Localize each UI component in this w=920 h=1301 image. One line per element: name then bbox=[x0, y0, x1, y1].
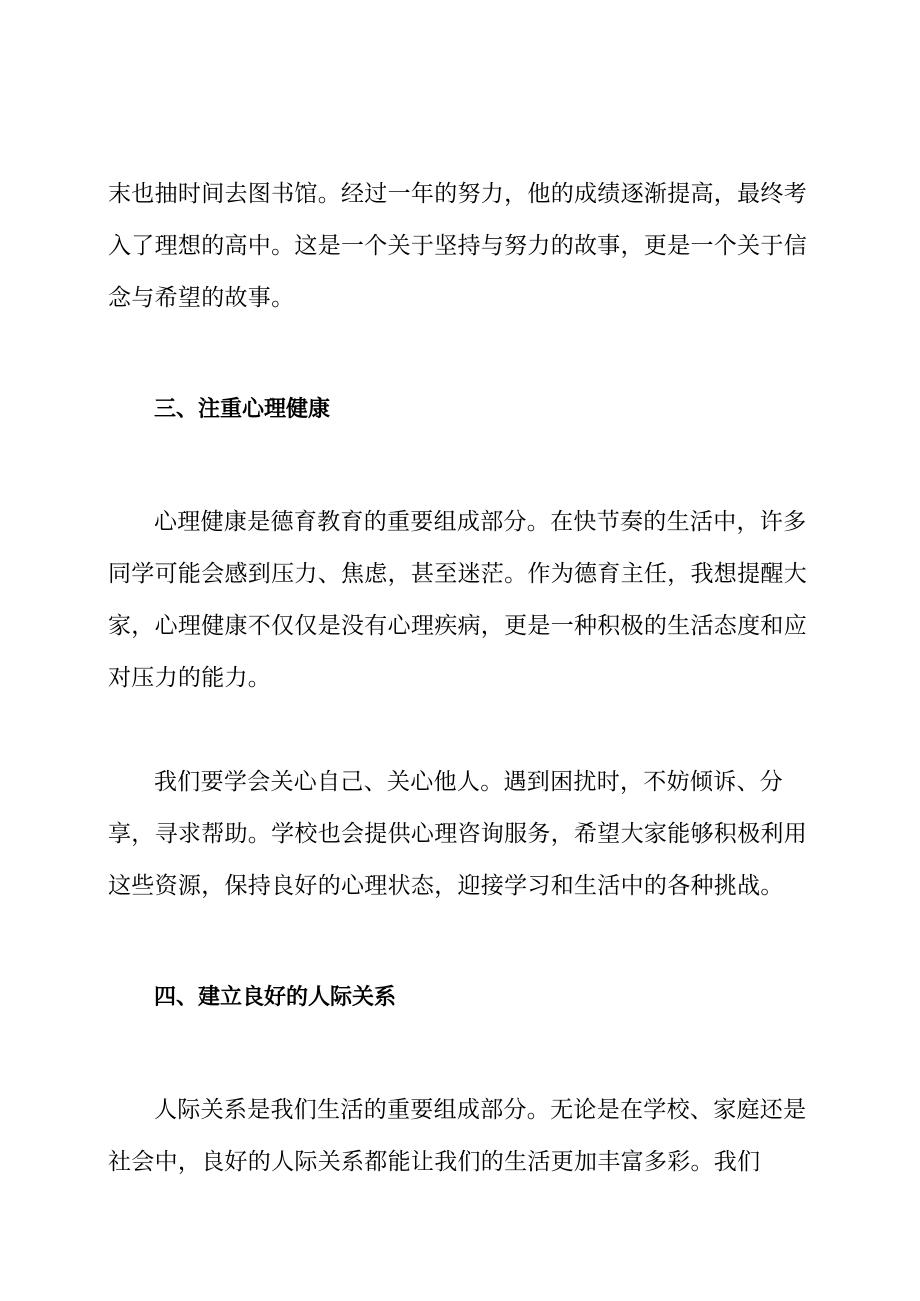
document-body bbox=[108, 168, 826, 1188]
spacer bbox=[108, 704, 826, 756]
section-heading-4: 四、建立良好的人际关系 bbox=[154, 985, 397, 1010]
paragraph-4a: 人际关系是我们生活的重要组成部分。无论是在学校、家庭还是社会中，良好的人际关系都能让我们的生活更加丰富多彩。我们 bbox=[108, 1097, 807, 1175]
paragraph-continued: 末也抽时间去图书馆。经过一年的努力，他的成绩逐渐提高，最终考入了理想的高中。这是一个关于坚持与努力的故事，更是一个关于信念与希望的故事。 bbox=[108, 181, 807, 311]
spacer bbox=[108, 1024, 826, 1084]
spacer bbox=[108, 912, 826, 972]
spacer bbox=[108, 436, 826, 496]
spacer bbox=[108, 324, 826, 384]
paragraph-3a: 心理健康是德育教育的重要组成部分。在快节奏的生活中，许多同学可能会感到压力、焦虑，甚至迷茫。作为德育主任，我想提醒大家，心理健康不仅仅是没有心理疾病，更是一种积极的生活态度和应对压力的能力。 bbox=[108, 509, 807, 691]
section-heading-3: 三、注重心理健康 bbox=[154, 397, 331, 422]
paragraph-3b: 我们要学会关心自己、关心他人。遇到困扰时，不妨倾诉、分享，寻求帮助。学校也会提供心理咨询服务，希望大家能够积极利用这些资源，保持良好的心理状态，迎接学习和生活中的各种挑战。 bbox=[108, 769, 807, 899]
